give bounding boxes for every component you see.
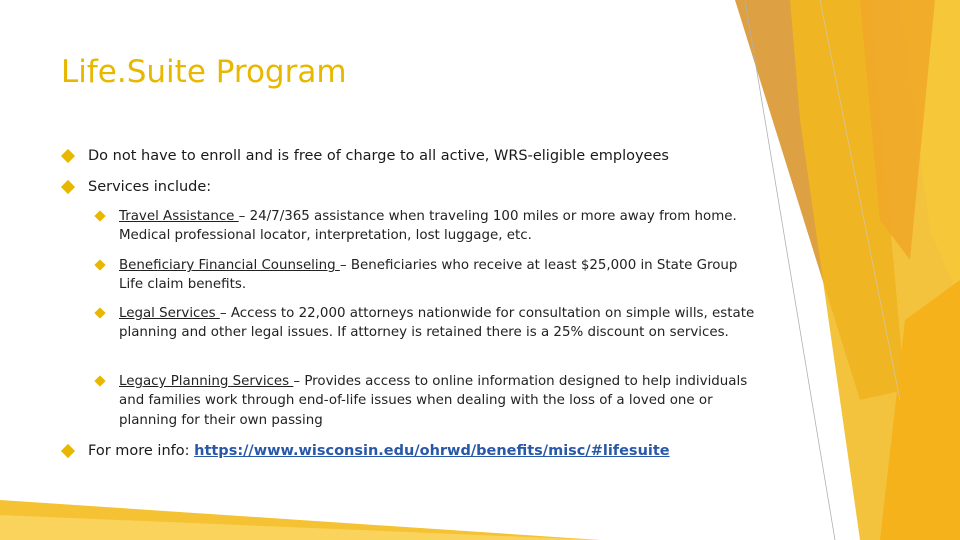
sub-item-legal-services (119, 304, 759, 343)
service-description: – Provides access to online information designed to help individuals and families work through end-of-life issues when dealing with the loss of a loved one or planning for their own passing (119, 374, 748, 428)
service-name: Legacy Planning Services (119, 374, 294, 389)
bullet-item-services: Services include: (88, 179, 212, 195)
lifesuite-info-link[interactable]: https://www.wisconsin.edu/ohrwd/benefits/misc/#lifesuite (194, 443, 670, 459)
sub-item-legacy-planning (119, 372, 759, 430)
service-description: – Beneficiaries who receive at least $25,000 in State Group Life claim benefits. (119, 258, 738, 293)
service-description: – Access to 22,000 attorneys nationwide for consultation on simple wills, estate planning and other legal issues. If attorney is retained there is a 25% discount on services. (119, 306, 755, 341)
service-name: Beneficiary Financial Counseling (119, 258, 340, 273)
more-info-label: For more info: (88, 443, 195, 459)
bullet-item-more-info (88, 441, 670, 461)
sub-item-travel-assistance (119, 207, 759, 246)
bullet-item-enrollment: Do not have to enroll and is free of charge to all active, WRS-eligible employees (88, 148, 669, 164)
sub-item-beneficiary-counseling (119, 256, 759, 295)
slide-title: Life.Suite Program (61, 54, 347, 90)
service-name: Travel Assistance (119, 209, 239, 224)
service-name: Legal Services (119, 306, 220, 321)
service-description: – 24/7/365 assistance when traveling 100 miles or more away from home. Medical professional locator, interpretation, lost luggage, etc. (119, 209, 737, 244)
